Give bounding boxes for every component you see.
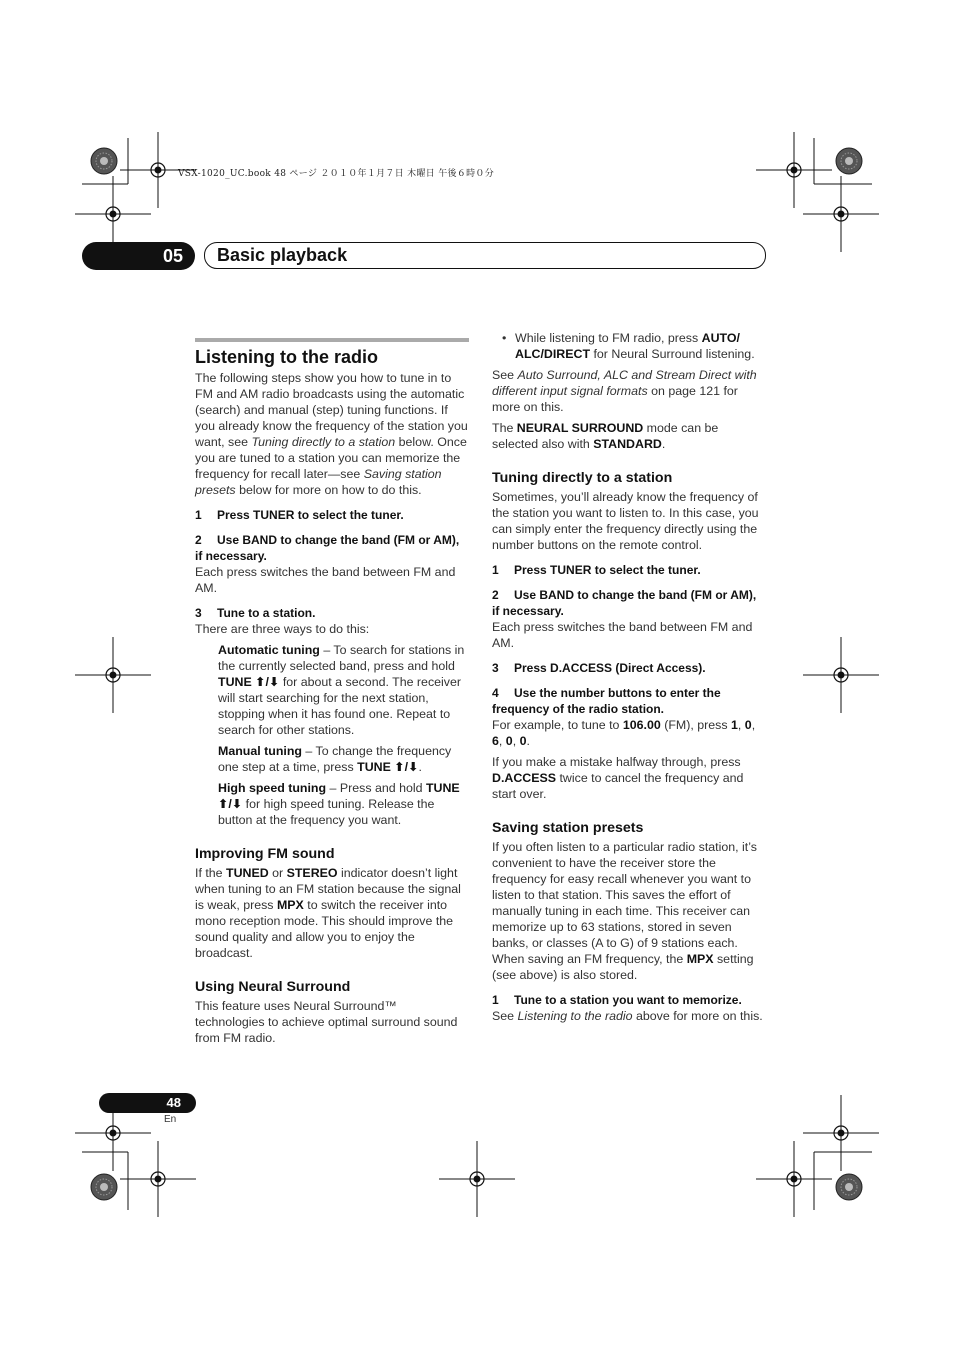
print-header: VSX-1020_UC.book 48 ページ ２０１０年１月７日 木曜日 午後６時０分 bbox=[178, 169, 495, 179]
direct-paragraph: Sometimes, you’ll already know the frequency of the station you want to listen to. In this case, you can simply enter the frequency directly using the number buttons on the remote control. bbox=[492, 490, 759, 552]
page-language: En bbox=[164, 1114, 177, 1125]
subheading-presets: Saving station presets bbox=[492, 820, 644, 836]
step-2-body: Each press switches the band between FM and AM. bbox=[195, 565, 456, 595]
preset-step-1-body: See Listening to the radio above for more on this. bbox=[492, 1009, 763, 1023]
direct-step-4: 4 Use the number buttons to enter the frequency of the radio station. bbox=[492, 686, 721, 716]
crosshair-icon bbox=[756, 132, 832, 208]
star-target-icon bbox=[91, 148, 117, 174]
manual-tuning: Manual tuning – To change the frequency one step at a time, press TUNE ⬆/⬇. bbox=[218, 744, 452, 774]
right-column bbox=[492, 330, 766, 1024]
section-heading: Listening to the radio bbox=[195, 347, 378, 367]
crosshair-icon bbox=[75, 637, 151, 713]
direct-step-2-body: Each press switches the band between FM and AM. bbox=[492, 620, 753, 650]
bullet-item: • While listening to FM radio, press AUTO/ ALC/DIRECT for Neural Surround listening. bbox=[502, 331, 755, 361]
high-speed-tuning: High speed tuning – Press and hold TUNE ⬆/⬇ for high speed tuning. Release the button at the frequency you want. bbox=[218, 781, 460, 827]
crosshair-icon bbox=[439, 1141, 515, 1217]
crosshair-icon bbox=[120, 1141, 196, 1217]
fm-paragraph: If the TUNED or STEREO indicator doesn’t light when tuning to an FM station because the signal is weak, press MPX to switch the receiver into mono reception mode. This should improve the sound quality and allow you to enjoy the broadcast. bbox=[195, 866, 461, 960]
crosshair-icon bbox=[75, 176, 151, 252]
neural-paragraph: This feature uses Neural Surround™ technologies to achieve optimal surround sound from FM radio. bbox=[195, 999, 458, 1045]
intro-paragraph: The following steps show you how to tune in to FM and AM radio broadcasts using the automatic (search) and manual (step) tuning functions. If you already know the frequency of the station you want, see Tuning directly to a station below. Once you are tuned to a station you can memorize the frequency for recall later—see Saving station presets below for more on how to do this. bbox=[195, 371, 468, 497]
preset-step-1: 1 Tune to a station you want to memorize. bbox=[492, 993, 742, 1007]
direct-step-3: 3 Press D.ACCESS (Direct Access). bbox=[492, 661, 706, 675]
section-rule bbox=[195, 338, 469, 342]
crosshair-icon bbox=[803, 637, 879, 713]
star-target-icon bbox=[836, 148, 862, 174]
step-3-body: There are three ways to do this: bbox=[195, 622, 370, 636]
subheading-neural: Using Neural Surround bbox=[195, 979, 351, 995]
left-column bbox=[195, 330, 469, 1046]
subheading-direct: Tuning directly to a station bbox=[492, 470, 673, 486]
example-paragraph: For example, to tune to 106.00 (FM), press 1, 0, 6, 0, 0. bbox=[492, 718, 756, 748]
see-reference: See Auto Surround, ALC and Stream Direct with different input signal formats on page 121 for more on this. bbox=[492, 368, 757, 414]
mistake-paragraph: If you make a mistake halfway through, press D.ACCESS twice to cancel the frequency and start over. bbox=[492, 755, 744, 801]
step-1: 1 Press TUNER to select the tuner. bbox=[195, 508, 404, 522]
page-number: 48 bbox=[99, 1093, 196, 1113]
subheading-fm: Improving FM sound bbox=[195, 846, 335, 862]
star-target-icon bbox=[836, 1174, 862, 1200]
chapter-title: Basic playback bbox=[204, 242, 766, 269]
direct-step-2: 2 Use BAND to change the band (FM or AM), if necessary. bbox=[492, 588, 757, 618]
presets-paragraph: If you often listen to a particular radio station, it’s convenient to have the receiver store the frequency for easy recall whenever you want to listen to that station. This saves the effort of manually tuning in each time. This receiver can memorize up to 63 stations, stored in seven banks, or classes (A to G) of 9 stations each. When saving an FM frequency, the MPX setting (see above) is also stored. bbox=[492, 840, 757, 982]
star-target-icon bbox=[91, 1174, 117, 1200]
crosshair-icon bbox=[803, 176, 879, 252]
chapter-number: 05 bbox=[82, 242, 195, 270]
neural-standard-note: The NEURAL SURROUND mode can be selected also with STANDARD. bbox=[492, 421, 719, 451]
direct-step-1: 1 Press TUNER to select the tuner. bbox=[492, 563, 701, 577]
automatic-tuning: Automatic tuning – To search for stations in the currently selected band, press and hold TUNE ⬆/⬇ for about a second. The receiver will start searching for the next station, stopping when it has found one. Repeat to search for other stations. bbox=[218, 643, 465, 737]
step-2: 2 Use BAND to change the band (FM or AM), if necessary. bbox=[195, 533, 460, 563]
step-3: 3 Tune to a station. bbox=[195, 606, 316, 620]
